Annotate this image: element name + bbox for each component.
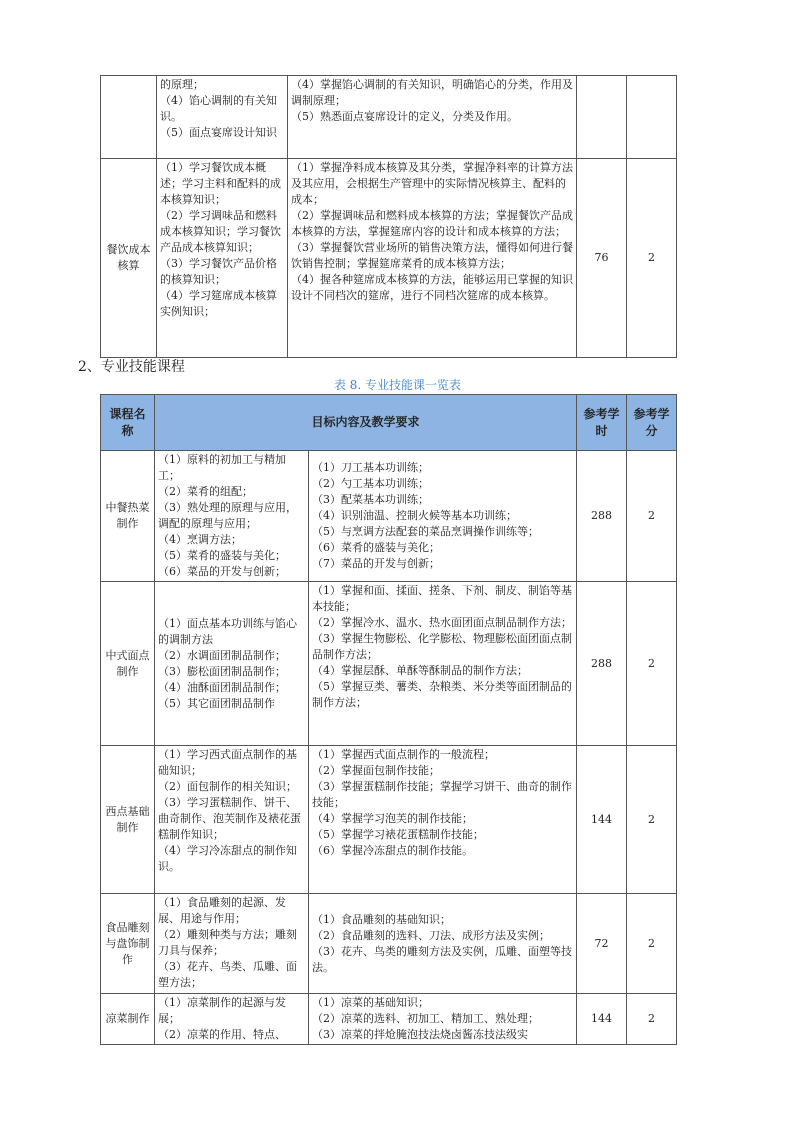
table-row [101,76,677,159]
item-line: （4）烹调方法； [158,533,242,546]
item-line: （3）花卉、鸟类、瓜雕、面塑方法； [158,960,297,989]
item-line: （3）熟处理的原理与应用，调配的原理与应用； [158,501,297,530]
req-line: （7）菜品的开发与创新； [312,557,440,570]
course-reqs-cell [288,159,577,358]
req-line: （4）掌握学习泡芙的制作技能； [312,812,473,825]
credits-cell: 2 [627,582,677,746]
header-content: 目标内容及教学要求 [155,395,577,451]
credits-cell: 2 [627,159,677,358]
table-row [101,746,677,894]
table-row [101,894,677,994]
course-items-cell [157,76,288,159]
item-line: （4）油酥面团制品制作； [158,680,286,694]
item-line: （6）菜品的开发与创新； [158,565,286,578]
hours-cell: 76 [577,159,627,358]
item-line: （4）学习冷冻甜点的制作知识。 [158,844,297,873]
course-reqs-cell [309,894,577,994]
hours-cell: 72 [577,894,627,994]
req-line: （4）握各种筵席成本核算的方法，能够运用已掌握的知识设计不同档次的筵席，进行不同档次筵席的成本核算。 [291,273,573,302]
req-line: （1）掌握和面、揉面、搓条、下剂、制皮、制馅等基本技能； [312,584,572,613]
course-name-cell [101,76,157,159]
table-header-row [101,395,677,451]
table-row [101,451,677,582]
hours-cell: 144 [577,746,627,894]
table-row [101,159,677,358]
skills-course-table [100,394,677,1045]
course-reqs-cell [309,994,577,1045]
item-line: （4）馅心调制的有关知识。 [160,94,277,123]
req-line: （3）掌握餐饮营业场所的销售决策方法，懂得如何进行餐饮销售控制；掌握筵席菜肴的成本核算方法； [291,241,573,270]
course-reqs-cell [309,746,577,894]
item-line: （2）雕刻种类与方法；雕刻刀具与保养； [158,928,297,957]
item-line: （5）面点宴席设计知识 [160,126,277,139]
req-line: （5）掌握学习裱花蛋糕制作技能； [312,828,484,841]
item-line: （3）学习餐饮产品价格的核算知识； [160,257,277,286]
req-line: （1）凉菜的基础知识； [312,996,429,1009]
course-name-cell: 中式面点制作 [101,582,155,746]
hours-cell [577,76,627,159]
req-line: （4）掌握馅心调制的有关知识，明确馅心的分类，作用及调制原理； [291,78,573,107]
hours-cell: 144 [577,994,627,1045]
item-line: （1）凉菜制作的起源与发展； [158,996,286,1025]
section-title: 2、专业技能课程 [78,359,185,375]
course-reqs-cell [309,582,577,746]
item-line: （2）面包制作的相关知识； [158,780,297,793]
item-line: （5）菜肴的盛装与美化； [158,549,286,562]
header-hours: 参考学时 [577,395,627,451]
course-name-cell: 餐饮成本核算 [101,159,157,358]
req-line: （5）与烹调方法配套的菜品烹调操作训练等； [312,525,539,538]
item-line: （1）学习餐饮成本概述；学习主料和配料的成本核算知识； [160,161,281,206]
item-line: （2）学习调味品和燃料成本核算知识；学习餐饮产品成本核算知识； [160,209,281,254]
item-line: （1）食品雕刻的起源、发展、用途与作用； [158,896,286,925]
course-items-cell [155,451,309,582]
hours-cell: 288 [577,451,627,582]
item-line: （3）学习蛋糕制作、饼干、曲奇制作、泡芙制作及裱花蛋糕制作知识； [158,796,301,841]
course-reqs-cell [288,76,577,159]
course-items-cell [155,994,309,1045]
req-line: （3）掌握生物膨松、化学膨松、物理膨松面团面点制品制作方法； [312,632,572,661]
req-line: （3）凉菜的拌炝腌泡技法烧卤酱冻技法级实 [312,1028,528,1041]
req-line: （1）刀工基本功训练； [312,461,429,474]
course-items-cell [155,582,309,746]
req-line: （2）掌握调味品和燃料成本核算的方法；掌握餐饮产品成本核算的方法，掌握筵席内容的设计和成本核算的方法； [291,209,573,238]
req-line: （3）配菜基本功训练； [312,493,429,506]
course-name-cell: 凉菜制作 [101,994,155,1045]
table-row [101,994,677,1045]
item-line: （2）水调面团制品制作； [158,648,286,662]
item-line: （3）膨松面团制品制作； [158,664,286,678]
course-reqs-cell [309,451,577,582]
req-line: （6）菜肴的盛装与美化； [312,541,440,554]
hours-cell: 288 [577,582,627,746]
item-line: （1）学习西式面点制作的基础知识； [158,748,297,777]
course-items-cell [155,894,309,994]
course-name-cell: 食品雕刻与盘饰制作 [101,894,155,994]
credits-cell: 2 [627,994,677,1045]
req-line: （3）花卉、鸟类的雕刻方法及实例，瓜雕、面塑等技法。 [312,944,572,974]
req-line: （2）掌握面包制作技能； [312,764,440,777]
item-line: （2）凉菜的作用、特点、 [158,1028,286,1041]
course-table-continued [100,75,677,358]
req-line: （4）掌握层酥、单酥等酥制品的制作方法； [312,664,528,677]
table-row [101,582,677,746]
req-line: （5）掌握豆类、薯类、杂粮类、米分类等面团制品的制作方法； [312,680,572,709]
item-line: （1）面点基本功训练与馅心的调制方法 [158,616,297,646]
course-items-cell [157,159,288,358]
credits-cell: 2 [627,894,677,994]
item-line: （2）菜肴的组配； [158,485,253,498]
item-line: （1）原料的初加工与精加工； [158,453,286,482]
req-line: （2）食品雕刻的选料、刀法、成形方法及实例； [312,928,550,942]
course-name-cell: 西点基础制作 [101,746,155,894]
course-name-cell: 中餐热菜制作 [101,451,155,582]
item-line: 的原理； [160,78,204,91]
table-caption: 表 8. 专业技能课一览表 [333,378,462,392]
credits-cell [627,76,677,159]
req-line: （4）识别油温、控制火候等基本功训练； [312,509,517,522]
header-credits: 参考学分 [627,395,677,451]
req-line: （1）食品雕刻的基础知识； [312,912,451,926]
req-line: （2）凉菜的选料、初加工、精加工、熟处理； [312,1012,539,1025]
item-line: （5）其它面团制品制作 [158,696,275,710]
req-line: （6）掌握冷冻甜点的制作技能。 [312,844,473,857]
req-line: （2）掌握冷水、温水、热水面团面点制品制作方法； [312,616,572,629]
item-line: （4）学习筵席成本核算实例知识； [160,289,277,318]
req-line: （5）熟悉面点宴席设计的定义，分类及作用。 [291,110,518,123]
req-line: （3）掌握蛋糕制作技能；掌握学习饼干、曲奇的制作技能； [312,780,572,809]
course-items-cell [155,746,309,894]
req-line: （1）掌握西式面点制作的一般流程； [312,748,495,761]
req-line: （2）勺工基本功训练； [312,477,429,490]
header-course-name: 课程名称 [101,395,155,451]
credits-cell: 2 [627,746,677,894]
req-line: （1）掌握净料成本核算及其分类，掌握净料率的计算方法及其应用，会根据生产管理中的实际情况核算主、配料的成本； [291,161,573,206]
credits-cell: 2 [627,451,677,582]
